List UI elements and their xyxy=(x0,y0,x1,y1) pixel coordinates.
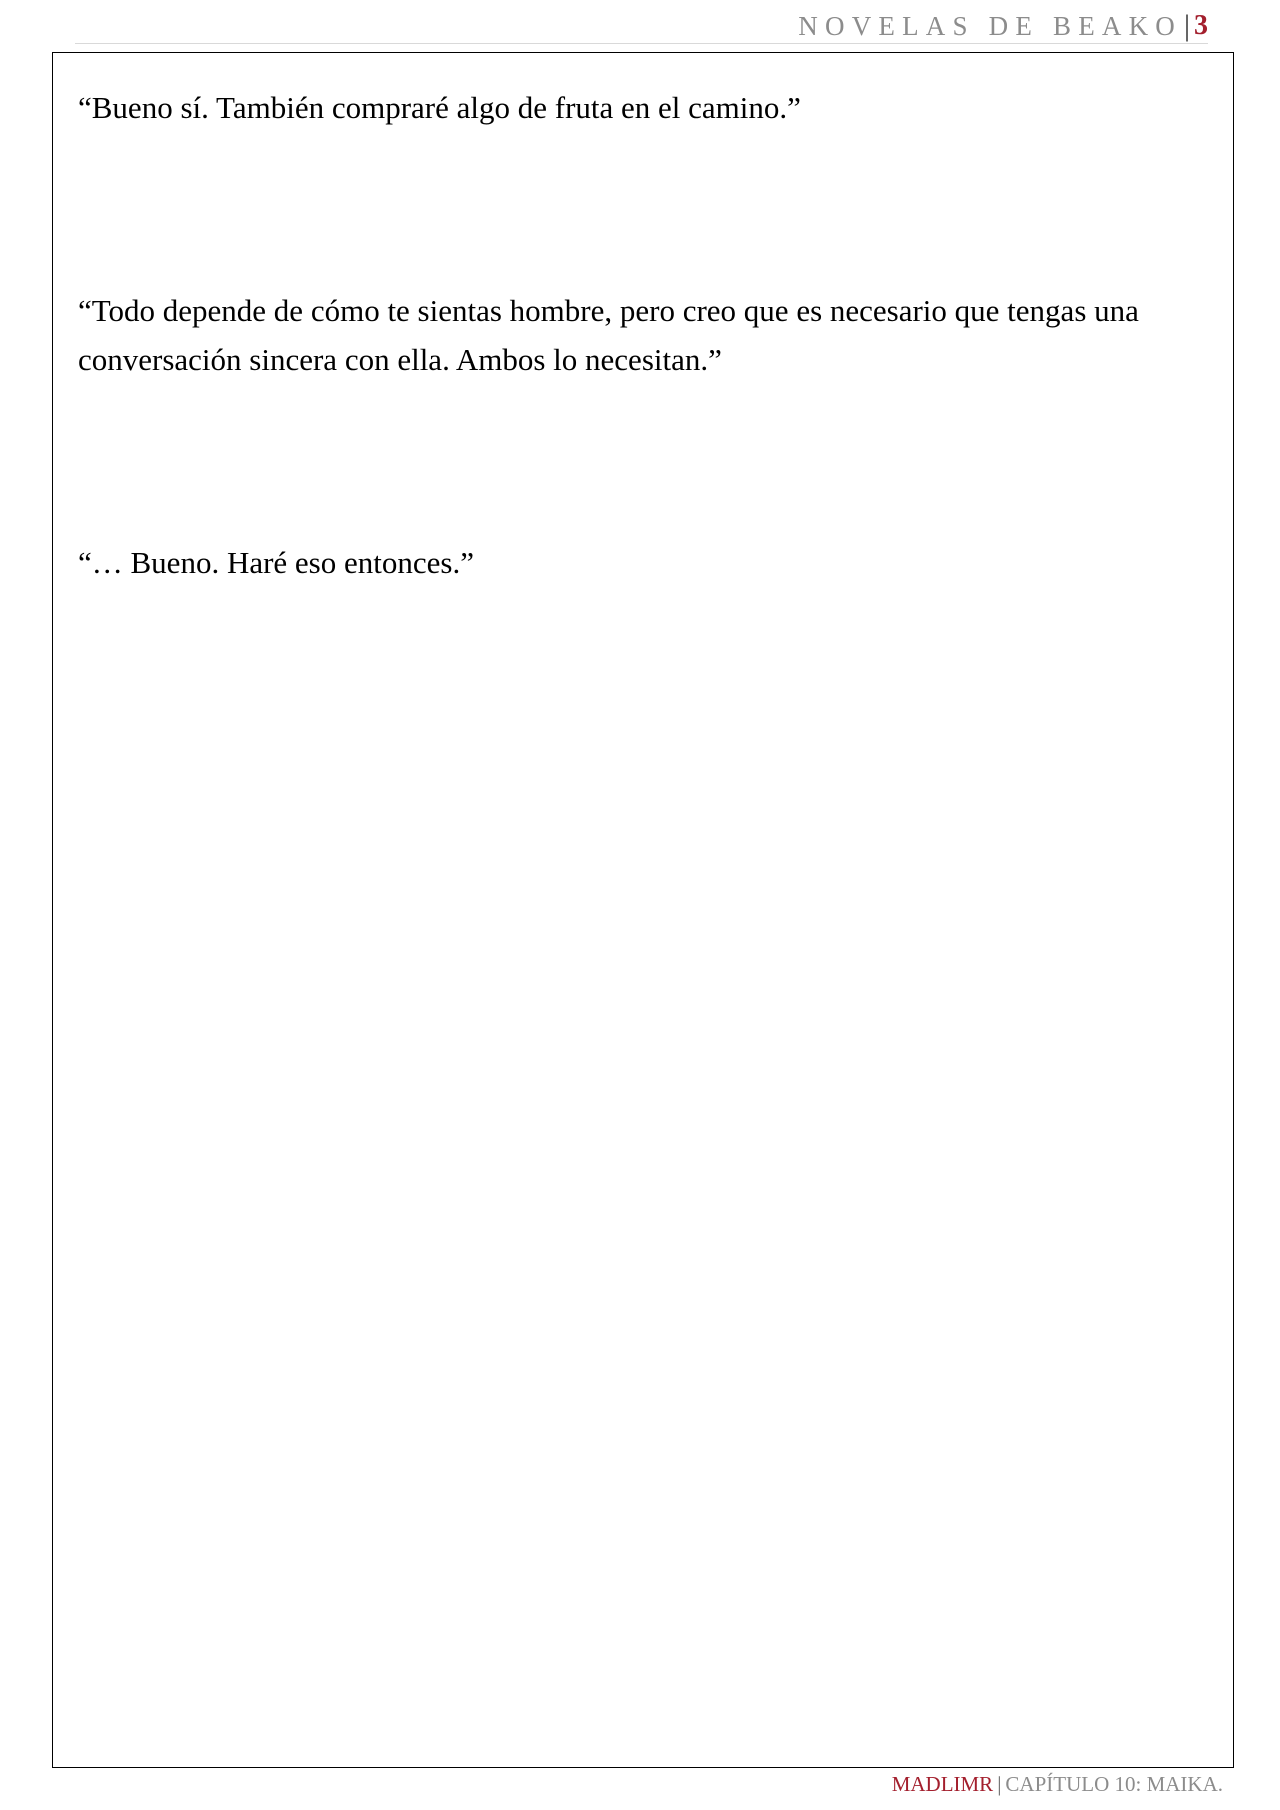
footer-author: MADLIMR xyxy=(891,1772,994,1796)
paragraph: “Todo depende de cómo te sientas hombre, pero creo que es necesario que tengas una conversación sincera con ella. Ambos lo necesitan.” xyxy=(78,293,1139,377)
header-separator: | xyxy=(1183,9,1190,42)
page-body xyxy=(78,83,1213,587)
footer-chapter: CAPÍTULO 10: MAIKA. xyxy=(1005,1772,1223,1796)
footer-separator: | xyxy=(997,1772,1002,1796)
running-header xyxy=(798,6,1208,46)
running-footer xyxy=(892,1772,1223,1797)
paragraph: “Bueno sí. También compraré algo de fruta en el camino.” xyxy=(78,90,801,125)
paragraph: “… Bueno. Haré eso entonces.” xyxy=(78,545,474,580)
page-number: 3 xyxy=(1194,10,1208,41)
header-title: NOVELAS DE BEAKO xyxy=(798,10,1182,41)
header-rule xyxy=(75,43,1208,44)
